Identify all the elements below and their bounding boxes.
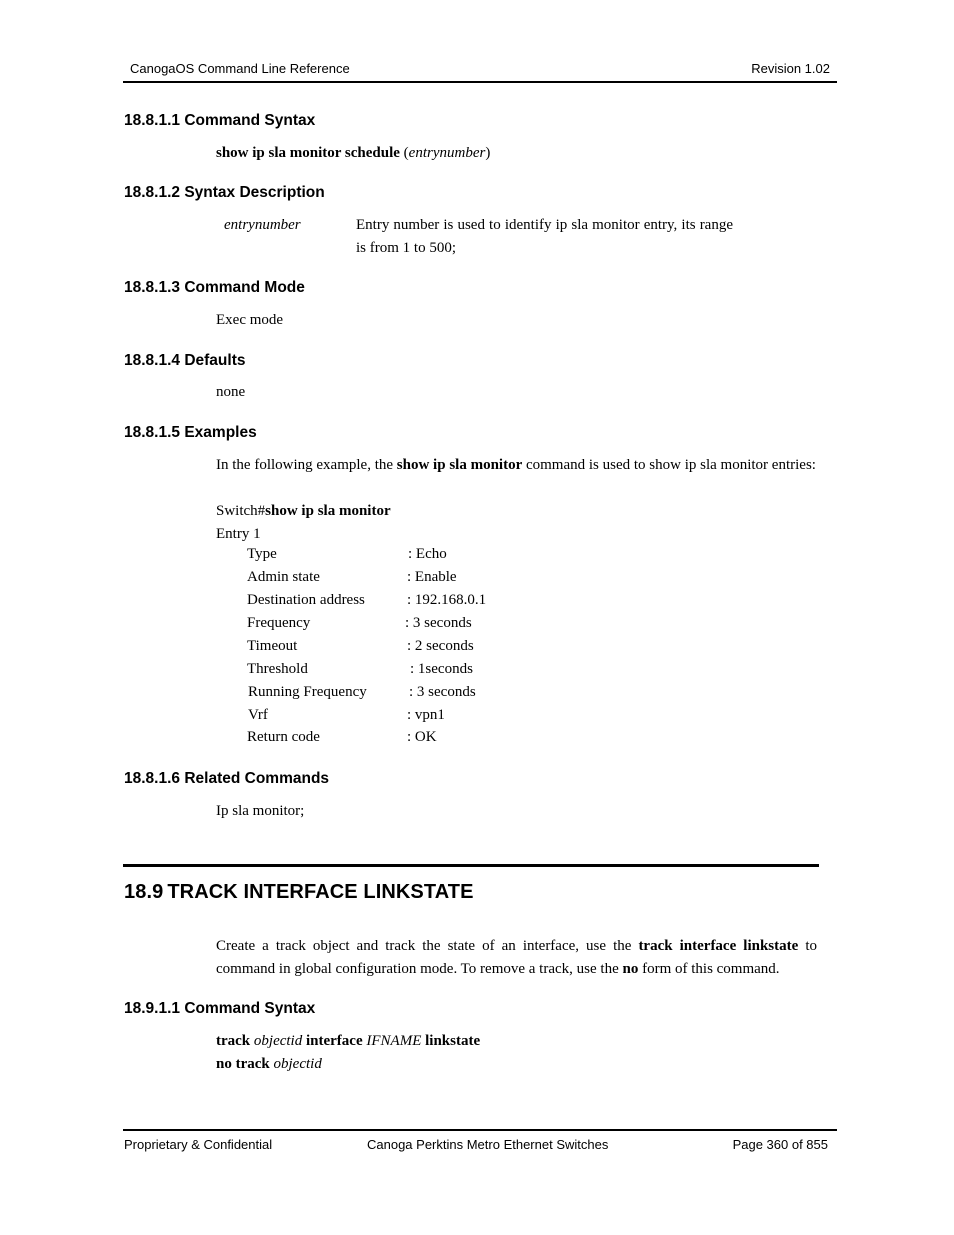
command-argument: entrynumber [408, 145, 486, 161]
section-heading: 18.8.1.6 Related Commands [124, 770, 330, 787]
section-heading: 18.8.1.4 Defaults [124, 352, 246, 369]
output-value: : 3 seconds [405, 615, 472, 631]
param-description: Entry number is used to identify ip sla monitor entry, its range is from 1 to 500; [356, 217, 733, 256]
command-syntax-line: no track objectid [216, 1056, 322, 1072]
example-prompt: Switch#show ip sla monitor [216, 503, 391, 519]
command-syntax-line: show ip sla monitor schedule (entrynumber) [216, 145, 491, 161]
output-value: : Enable [407, 569, 457, 585]
section-heading: 18.9.1.1 Command Syntax [124, 1000, 316, 1017]
output-value: : Echo [408, 546, 447, 562]
output-value: : 192.168.0.1 [407, 592, 487, 608]
output-label: Admin state [247, 569, 320, 585]
output-label: Threshold [247, 661, 308, 677]
examples-intro: In the following example, the show ip sla monitor command is used to show ip sla monitor entries: [216, 457, 816, 473]
output-label: Frequency [247, 615, 311, 631]
footer-rule [123, 1129, 837, 1131]
footer-page-number: Page 360 of 855 [732, 1137, 828, 1152]
output-label: Timeout [247, 638, 298, 654]
example-entry: Entry 1 [216, 526, 261, 542]
output-label: Return code [247, 729, 320, 745]
section-heading: 18.8.1.5 Examples [124, 424, 257, 441]
output-value: : 3 seconds [409, 684, 476, 700]
param-name: entrynumber [224, 217, 301, 233]
chapter-title: TRACK INTERFACE LINKSTATE [167, 881, 474, 903]
chapter-number: 18.9 [124, 881, 164, 903]
header-rule [123, 81, 837, 83]
related-commands-text: Ip sla monitor; [216, 803, 305, 819]
command-keyword: show ip sla monitor schedule [216, 145, 400, 161]
footer-confidential: Proprietary & Confidential [124, 1137, 273, 1152]
output-label: Running Frequency [248, 684, 367, 700]
header-revision: Revision 1.02 [751, 61, 830, 76]
section-heading: 18.8.1.2 Syntax Description [124, 184, 325, 201]
header-title: CanogaOS Command Line Reference [130, 61, 350, 76]
output-value: : 1seconds [410, 661, 473, 677]
output-label: Destination address [247, 592, 365, 608]
defaults-text: none [216, 384, 246, 400]
section-heading: 18.8.1.3 Command Mode [124, 279, 305, 296]
section-heading: 18.8.1.1 Command Syntax [124, 112, 316, 129]
output-value: : vpn1 [407, 707, 445, 723]
command-mode-text: Exec mode [216, 312, 284, 328]
output-label: Vrf [248, 707, 268, 723]
footer-product: Canoga Perktins Metro Ethernet Switches [367, 1137, 609, 1152]
command-syntax-line: track objectid interface IFNAME linkstate [216, 1033, 481, 1049]
section-rule [123, 864, 819, 867]
output-value: : 2 seconds [407, 638, 474, 654]
chapter-intro: Create a track object and track the state of an interface, use the track interface linkstate to command in global configuration mode. To remove a track, use the no form of this command. [216, 938, 817, 977]
output-label: Type [247, 546, 277, 562]
output-value: : OK [407, 729, 437, 745]
chapter-heading [124, 881, 474, 904]
